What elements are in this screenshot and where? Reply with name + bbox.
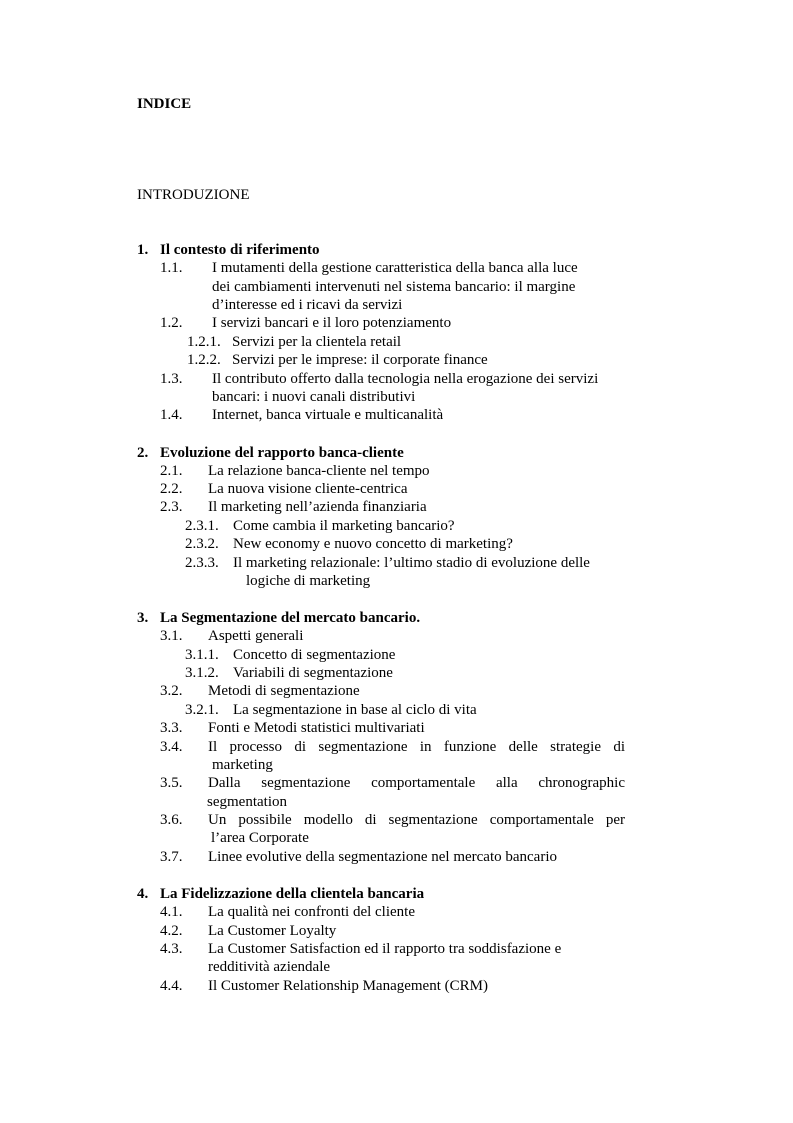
toc-entry-text: Metodi di segmentazione [208, 683, 360, 699]
toc-entry-text: Servizi per la clientela retail [232, 334, 402, 350]
toc-entry-text: Aspetti generali [208, 628, 304, 644]
section-4-title: La Fidelizzazione della clientela bancaria [160, 886, 425, 902]
section-4-number: 4. [137, 886, 149, 902]
toc-entry-number: 1.3. [160, 371, 183, 387]
toc-entry-text: Il processo di segmentazione in funzione delle strategie di [208, 739, 625, 755]
toc-entry-number: 4.1. [160, 904, 183, 920]
toc-entry-number: 2.3.3. [185, 555, 219, 571]
section-2-number: 2. [137, 445, 149, 461]
toc-entry-number: 2.3. [160, 499, 183, 515]
toc-entry-text: Il marketing relazionale: l’ultimo stadio di evoluzione delle [233, 555, 590, 571]
toc-entry-number: 1.2.1. [187, 334, 221, 350]
toc-entry-number: 3.1.2. [185, 665, 219, 681]
toc-entry-text: Servizi per le imprese: il corporate finance [232, 352, 488, 368]
toc-entry-text: l’area Corporate [211, 830, 309, 846]
toc-entry-text: d’interesse ed i ricavi da servizi [212, 297, 403, 313]
toc-entry-number: 1.2. [160, 315, 183, 331]
toc-entry-number: 3.2. [160, 683, 183, 699]
toc-introduction: INTRODUZIONE [137, 187, 250, 203]
toc-entry-text: Internet, banca virtuale e multicanalità [212, 407, 444, 423]
toc-entry-number: 1.2.2. [187, 352, 221, 368]
toc-entry-number: 3.7. [160, 849, 183, 865]
toc-entry-text: La segmentazione in base al ciclo di vita [233, 702, 477, 718]
toc-entry-text: La relazione banca-cliente nel tempo [208, 463, 430, 479]
toc-entry-number: 2.3.2. [185, 536, 219, 552]
toc-entry-text: Linee evolutive della segmentazione nel mercato bancario [208, 849, 558, 865]
toc-entry-number: 1.1. [160, 260, 183, 276]
toc-entry-text: Variabili di segmentazione [233, 665, 393, 681]
toc-entry-number: 3.3. [160, 720, 183, 736]
section-3-title: La Segmentazione del mercato bancario. [160, 610, 421, 626]
toc-entry-number: 4.2. [160, 923, 183, 939]
toc-entry-number: 3.4. [160, 739, 183, 755]
toc-entry-text: Fonti e Metodi statistici multivariati [208, 720, 425, 736]
toc-entry-number: 2.3.1. [185, 518, 219, 534]
toc-entry-number: 3.6. [160, 812, 183, 828]
toc-entry-text: La nuova visione cliente-centrica [208, 481, 408, 497]
toc-entry-text: La Customer Satisfaction ed il rapporto tra soddisfazione e [208, 941, 562, 957]
toc-entry-text: I mutamenti della gestione caratteristica della banca alla luce [212, 260, 578, 276]
toc-entry-text: I servizi bancari e il loro potenziamento [212, 315, 452, 331]
page-title: INDICE [137, 96, 192, 112]
section-1-number: 1. [137, 242, 149, 258]
toc-entry-text: segmentation [207, 794, 287, 810]
toc-entry-text: Il Customer Relationship Management (CRM) [208, 978, 488, 994]
toc-entry-number: 2.1. [160, 463, 183, 479]
toc-entry-text: bancari: i nuovi canali distributivi [212, 389, 416, 405]
section-3-number: 3. [137, 610, 149, 626]
toc-entry-text: Dalla segmentazione comportamentale alla chronographic [208, 775, 625, 791]
toc-entry-number: 1.4. [160, 407, 183, 423]
toc-entry-text: dei cambiamenti intervenuti nel sistema bancario: il margine [212, 279, 576, 295]
toc-entry-number: 3.1.1. [185, 647, 219, 663]
toc-entry-text: Il contributo offerto dalla tecnologia nella erogazione dei servizi [212, 371, 599, 387]
toc-entry-text: New economy e nuovo concetto di marketing? [233, 536, 513, 552]
section-2-title: Evoluzione del rapporto banca-cliente [160, 445, 404, 461]
toc-entry-text: La qualità nei confronti del cliente [208, 904, 415, 920]
toc-entry-text: logiche di marketing [246, 573, 371, 589]
toc-entry-text: Concetto di segmentazione [233, 647, 396, 663]
toc-entry-text: redditività aziendale [208, 959, 331, 975]
section-1-title: Il contesto di riferimento [160, 242, 320, 258]
toc-entry-number: 3.5. [160, 775, 183, 791]
toc-entry-text: marketing [212, 757, 273, 773]
toc-entry-number: 3.2.1. [185, 702, 219, 718]
toc-entry-number: 2.2. [160, 481, 183, 497]
toc-entry-text: La Customer Loyalty [208, 923, 337, 939]
toc-entry-text: Il marketing nell’azienda finanziaria [208, 499, 427, 515]
toc-entry-number: 4.4. [160, 978, 183, 994]
toc-entry-text: Come cambia il marketing bancario? [233, 518, 455, 534]
toc-entry-number: 3.1. [160, 628, 183, 644]
toc-entry-text: Un possibile modello di segmentazione comportamentale per [208, 812, 625, 828]
toc-entry-number: 4.3. [160, 941, 183, 957]
